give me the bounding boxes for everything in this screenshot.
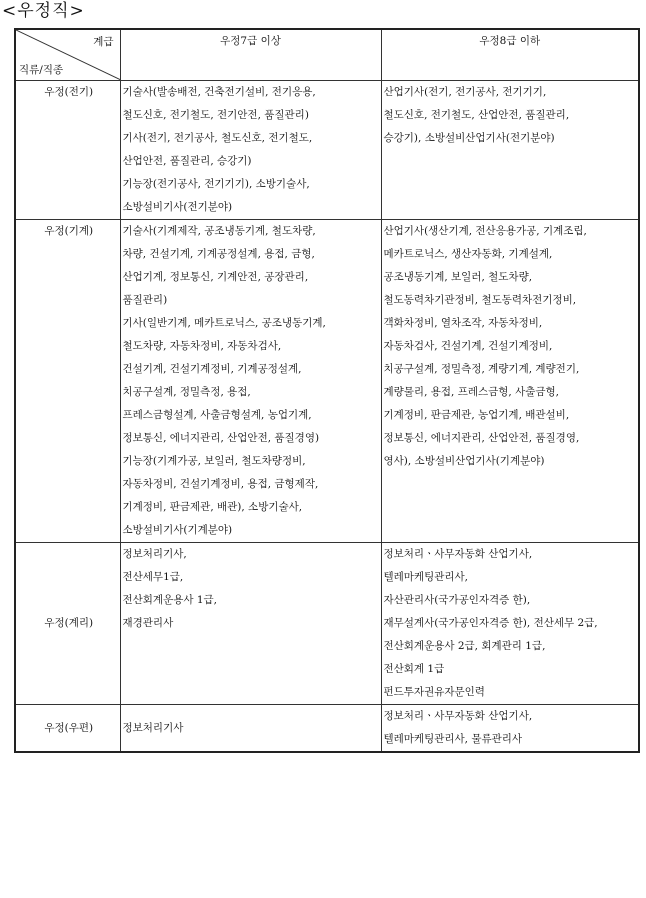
cert-line: 산업기사(전기, 전기공사, 전기기기, xyxy=(383,86,547,98)
grade7-cell xyxy=(120,543,381,705)
cert-line: 철도신호, 전기철도, 산업안전, 품질관리, xyxy=(383,109,570,121)
cert-line: 차량, 건설기계, 기계공정설계, 용접, 금형, xyxy=(122,248,315,260)
grade8-cell xyxy=(381,705,639,753)
cert-line: 정보통신, 에너지관리, 산업안전, 품질경영, xyxy=(383,432,580,444)
table-row-post xyxy=(15,705,639,753)
column-header-grade7: 우정7급 이상 xyxy=(120,29,381,81)
table-row-elec xyxy=(15,81,639,220)
corner-category-label: 직류/직종 xyxy=(19,64,64,76)
cert-line: 기능장(전기공사, 전기기기), 소방기술사, xyxy=(122,178,310,190)
cert-line: 기술사(발송배전, 건축전기설비, 전기응용, xyxy=(122,86,316,98)
cert-line: 산업기사(생산기계, 전산응용가공, 기계조립, xyxy=(383,225,587,237)
corner-rank-label: 계급 xyxy=(93,36,114,48)
cert-line: 철도동력차기관정비, 철도동력차전기정비, xyxy=(383,294,577,306)
grade7-cell xyxy=(120,220,381,543)
certification-table xyxy=(14,28,640,753)
grade7-cell xyxy=(120,81,381,220)
cert-line: 전산회계 1급 xyxy=(383,663,445,675)
grade8-cell xyxy=(381,220,639,543)
cert-line: 산업안전, 품질관리, 승강기) xyxy=(122,155,252,167)
cert-line: 자산관리사(국가공인자격증 한), xyxy=(383,594,531,606)
cert-line: 정보통신, 에너지관리, 산업안전, 품질경영) xyxy=(122,432,320,444)
cert-line: 프레스금형설계, 사출금형설계, 농업기계, xyxy=(122,409,312,421)
cert-line: 기계정비, 판금제관, 배관), 소방기술사, xyxy=(122,501,303,513)
cert-line: 철도차량, 자동차정비, 자동차검사, xyxy=(122,340,282,352)
header-row xyxy=(15,29,639,81)
cert-line: 치공구설계, 정밀측정, 계량기계, 계량전기, xyxy=(383,363,580,375)
cert-line: 승강기), 소방설비산업기사(전기분야) xyxy=(383,132,555,144)
cert-line: 자동차검사, 건설기계, 건설기계정비, xyxy=(383,340,553,352)
cert-line: 재경관리사 xyxy=(122,617,174,629)
cert-line: 기계정비, 판금제관, 농업기계, 배관설비, xyxy=(383,409,570,421)
cert-line: 자동차정비, 건설기계정비, 용접, 금형제작, xyxy=(122,478,319,490)
cert-line: 철도신호, 전기철도, 전기안전, 품질관리) xyxy=(122,109,309,121)
corner-header-cell xyxy=(15,29,120,81)
cert-line: 전산회계운용사 2급, 회계관리 1급, xyxy=(383,640,546,652)
cert-line: 기술사(기계제작, 공조냉동기계, 철도차량, xyxy=(122,225,316,237)
cert-line: 전산세무1급, xyxy=(122,571,184,583)
cert-line: 치공구설계, 정밀측정, 용접, xyxy=(122,386,251,398)
cert-line: 정보처리ㆍ사무자동화 산업기사, xyxy=(383,710,533,722)
cert-line: 텔레마케팅관리사, xyxy=(383,571,468,583)
cert-line: 객화차정비, 열차조작, 자동차정비, xyxy=(383,317,543,329)
cert-line: 기사(전기, 전기공사, 철도신호, 전기철도, xyxy=(122,132,313,144)
cert-line: 메카트로닉스, 생산자동화, 기계설계, xyxy=(383,248,553,260)
grade8-cell xyxy=(381,81,639,220)
cert-line: 영사), 소방설비산업기사(기계분야) xyxy=(383,455,545,467)
table-row-mech xyxy=(15,220,639,543)
cert-line: 재무설계사(국가공인자격증 한), 전산세무 2급, xyxy=(383,617,598,629)
grade8-cell xyxy=(381,543,639,705)
cert-line: 정보처리ㆍ사무자동화 산업기사, xyxy=(383,548,533,560)
cert-line: 계량물리, 용접, 프레스금형, 사출금형, xyxy=(383,386,560,398)
cert-line: 소방설비기사(기계분야) xyxy=(122,524,233,536)
cert-line: 산업기계, 정보통신, 기계안전, 공장관리, xyxy=(122,271,309,283)
page-title: <우정직> xyxy=(2,1,85,21)
cert-line: 정보처리기사 xyxy=(122,721,184,734)
cert-line: 공조냉동기계, 보일러, 철도차량, xyxy=(383,271,533,283)
cert-line: 기능장(기계가공, 보일러, 철도차량정비, xyxy=(122,455,306,467)
cert-line: 텔레마케팅관리사, 물류관리사 xyxy=(383,733,523,745)
cert-line: 건설기계, 건설기계정비, 기계공정설계, xyxy=(122,363,302,375)
cert-line: 소방설비기사(전기분야) xyxy=(122,201,233,213)
category-cell: 우정(우편) xyxy=(15,705,120,753)
cert-line: 품질관리) xyxy=(122,294,168,306)
category-cell: 우정(전기) xyxy=(15,81,120,220)
cert-line: 전산회계운용사 1급, xyxy=(122,594,217,606)
cert-line: 펀드투자권유자문인력 xyxy=(383,686,485,698)
table-row-acct xyxy=(15,543,639,705)
grade7-cell xyxy=(120,705,381,753)
column-header-grade8: 우정8급 이하 xyxy=(381,29,639,81)
cert-line: 정보처리기사, xyxy=(122,548,187,560)
cert-line: 기사(일반기계, 메카트로닉스, 공조냉동기계, xyxy=(122,317,326,329)
category-cell: 우정(기계) xyxy=(15,220,120,543)
category-cell: 우정(계리) xyxy=(15,543,120,705)
